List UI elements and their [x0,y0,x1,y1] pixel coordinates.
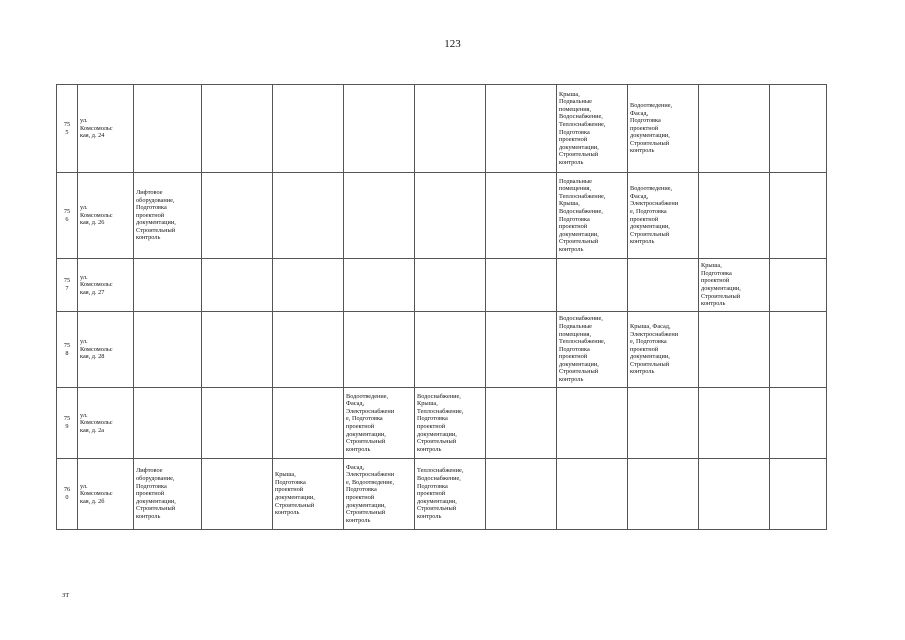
row-number: 75 9 [57,388,78,459]
row-number: 75 7 [57,259,78,312]
work-cell [273,173,344,259]
row-number: 75 5 [57,85,78,173]
work-cell [770,85,827,173]
work-cell [273,85,344,173]
work-cell [202,388,273,459]
table-row [57,312,827,388]
work-cell [415,259,486,312]
work-cell: Водоснабжение, Подвальные помещения, Теплоснабжение, Подготовка проектной документации, Строительный контроль [557,312,628,388]
work-cell [134,259,202,312]
work-cell [628,459,699,530]
work-cell: Водоотведение, Фасад, Электроснабжени е, Подготовка проектной документации, Строительный контроль [344,388,415,459]
work-cell: Теплоснабжение, Водоснабжение, Подготовка проектной документации, Строительный контроль [415,459,486,530]
work-cell [770,173,827,259]
work-cell [344,312,415,388]
row-number: 75 6 [57,173,78,259]
work-cell [202,259,273,312]
work-cell [628,388,699,459]
address-cell: ул. Комсомольс кая, д. 2а [78,388,134,459]
work-cell [273,388,344,459]
capital-repair-table [56,84,827,530]
work-cell [202,312,273,388]
work-cell: Крыша, Подготовка проектной документации, Строительный контроль [273,459,344,530]
work-cell: Крыша, Подвальные помещения, Водоснабжение, Теплоснабжение, Подготовка проектной документации, Строительный контроль [557,85,628,173]
work-cell: Подвальные помещения, Теплоснабжение, Крыша, Водоснабжение, Подготовка проектной документации, Строительный контроль [557,173,628,259]
work-cell [415,85,486,173]
row-number: 75 8 [57,312,78,388]
work-cell [486,173,557,259]
work-cell [770,312,827,388]
work-cell [699,388,770,459]
work-cell: Водоотведение, Фасад, Электроснабжени е, Подготовка проектной документации, Строительный контроль [628,173,699,259]
footer-mark: ЗТ [62,592,70,599]
row-number: 76 0 [57,459,78,530]
work-cell [202,459,273,530]
table-row [57,459,827,530]
work-cell [699,312,770,388]
work-cell [486,312,557,388]
work-cell [344,173,415,259]
work-cell [628,259,699,312]
work-cell [557,259,628,312]
work-cell [770,388,827,459]
table-row [57,173,827,259]
work-cell [134,312,202,388]
table-row [57,259,827,312]
work-cell: Лифтовое оборудование, Подготовка проектной документации, Строительный контроль [134,173,202,259]
table-row [57,85,827,173]
work-cell [486,459,557,530]
work-cell [134,388,202,459]
table-row [57,388,827,459]
work-cell [699,173,770,259]
address-cell: ул. Комсомольс кая, д. 2б [78,459,134,530]
work-cell: Крыша, Подготовка проектной документации, Строительный контроль [699,259,770,312]
work-cell [202,85,273,173]
work-cell [415,173,486,259]
work-cell [273,259,344,312]
work-cell [699,85,770,173]
address-cell: ул. Комсомольс кая, д. 28 [78,312,134,388]
address-cell: ул. Комсомольс кая, д. 27 [78,259,134,312]
address-cell: ул. Комсомольс кая, д. 26 [78,173,134,259]
address-cell: ул. Комсомольс кая, д. 24 [78,85,134,173]
work-cell [486,259,557,312]
work-cell [202,173,273,259]
page-number: 123 [444,38,461,50]
work-cell [273,312,344,388]
work-cell [344,259,415,312]
work-cell [134,85,202,173]
work-cell [770,259,827,312]
work-cell: Водоснабжение, Крыша, Теплоснабжение, Подготовка проектной документации, Строительный контроль [415,388,486,459]
work-cell: Лифтовое оборудование, Подготовка проектной документации, Строительный контроль [134,459,202,530]
work-cell [699,459,770,530]
work-cell [344,85,415,173]
work-cell: Водоотведение, Фасад, Подготовка проектной документации, Строительный контроль [628,85,699,173]
work-cell [557,388,628,459]
work-cell [415,312,486,388]
work-cell [486,388,557,459]
work-cell: Фасад, Электроснабжени е, Водоотведение, Подготовка проектной документации, Строительный контроль [344,459,415,530]
work-cell: Крыша, Фасад, Электроснабжени е, Подготовка проектной документации, Строительный контроль [628,312,699,388]
work-cell [557,459,628,530]
work-cell [486,85,557,173]
work-cell [770,459,827,530]
